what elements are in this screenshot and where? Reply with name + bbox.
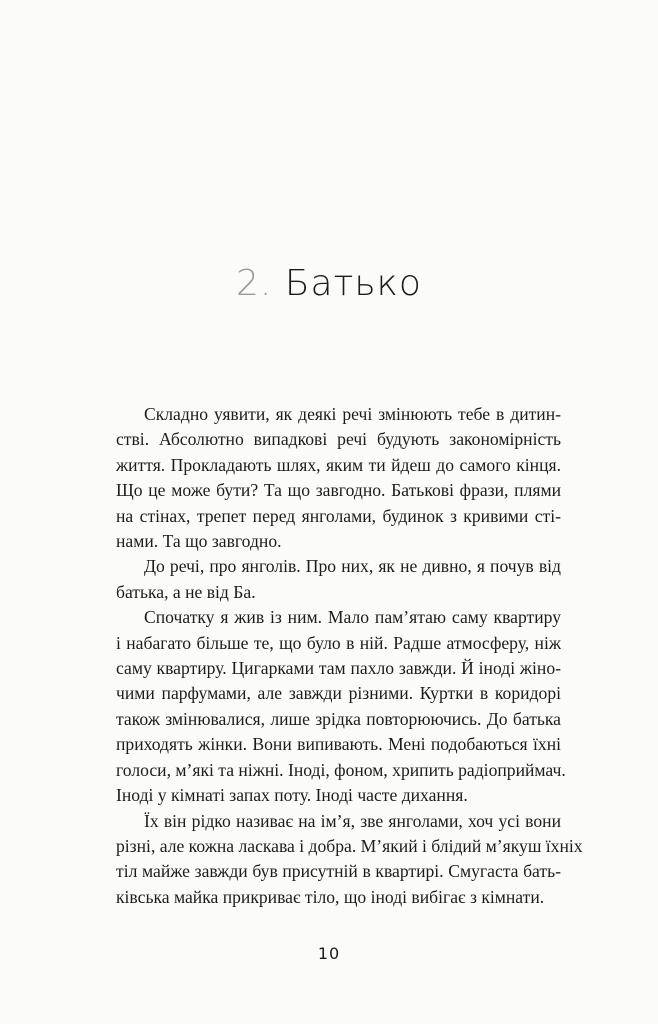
paragraph <box>116 809 583 911</box>
text-line: чими парфумами, але завжди різними. Куртки в коридорі <box>116 683 561 704</box>
chapter-heading <box>0 262 658 306</box>
text-line: Їх він рідко називає на ім’я, зве янголами, хоч усі вони <box>144 810 561 831</box>
text-line: Спочатку я жив із ним. Мало пам’ятаю саму квартиру <box>144 607 561 628</box>
paragraph <box>116 402 561 554</box>
text-line: нами. Та що завгодно. <box>116 531 282 552</box>
text-line: стві. Абсолютно випадкові речі будують закономірність <box>116 429 561 450</box>
chapter-number: 2. <box>236 263 273 304</box>
text-line: на стінах, трепет перед янголами, будинок з кривими сті- <box>116 505 561 526</box>
text-line: приходять жінки. Вони випивають. Мені подобаються їхні <box>116 734 561 755</box>
text-line: Що це може бути? Та що завгодно. Батькові фрази, плями <box>116 480 561 501</box>
text-line: також змінювалися, лише зрідка повторюючись. До батька <box>116 708 561 729</box>
paragraph <box>116 554 561 605</box>
text-line: батька, а не від Ба. <box>116 581 256 602</box>
chapter-body-text <box>116 402 583 910</box>
chapter-title: Батько <box>284 263 422 304</box>
text-line: тіл майже завжди був присутній в квартирі. Смугаста бать- <box>116 861 561 882</box>
text-line: саму квартиру. Цигарками там пахло завжди. Й іноді жіно- <box>116 658 561 679</box>
text-line: До речі, про янголів. Про них, як не дивно, я почув від <box>144 556 561 577</box>
text-line: ківська майка прикриває тіло, що іноді вибігає з кімнати. <box>116 886 545 907</box>
text-line: життя. Прокладають шлях, яким ти йдеш до самого кінця. <box>116 454 561 475</box>
text-line: і набагато більше те, що було в ній. Радше атмосферу, ніж <box>116 632 561 653</box>
text-line: Складно уявити, як деякі речі змінюють тебе в дитин- <box>144 404 561 424</box>
paragraph <box>116 605 566 808</box>
text-line: голоси, м’які та ніжні. Іноді, фоном, хрипить радіоприймач. <box>116 759 566 780</box>
text-line: різні, але кожна ласкава і добра. М’який і блідий м’якуш їхніх <box>116 835 583 856</box>
text-line: Іноді у кімнаті запах поту. Іноді часте дихання. <box>116 785 468 806</box>
page-number: 10 <box>317 944 341 963</box>
